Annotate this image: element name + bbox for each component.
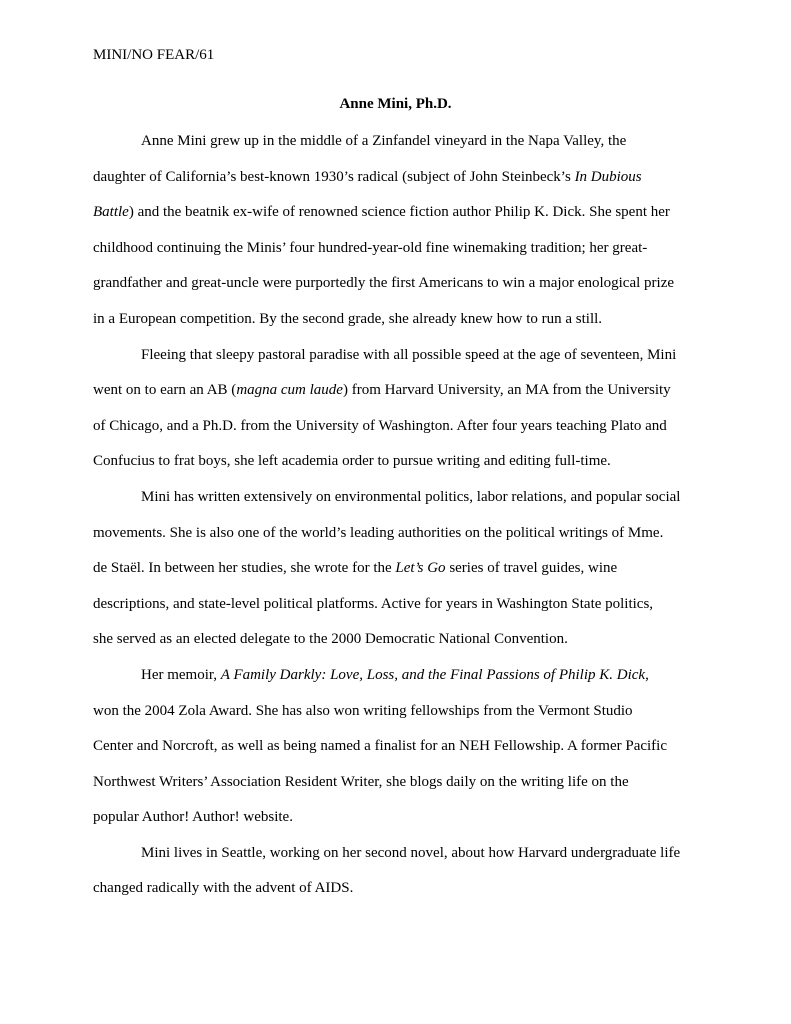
text-line: in a European competition. By the second grade, she already knew how to run a still.	[93, 310, 603, 327]
text-line: Center and Norcroft, as well as being named a finalist for an NEH Fellowship. A former Pacific	[93, 738, 668, 755]
text-line: Battle) and the beatnik ex-wife of renowned science fiction author Philip K. Dick. She spent her	[93, 204, 670, 221]
text-line: she served as an elected delegate to the 2000 Democratic National Convention.	[93, 631, 568, 648]
text-line: daughter of California’s best-known 1930’s radical (subject of John Steinbeck’s In Dubious	[93, 168, 642, 185]
text-line: grandfather and great-uncle were purportedly the first Americans to win a major enological prize	[93, 275, 675, 292]
paragraph-4	[93, 658, 705, 836]
text-line: Mini lives in Seattle, working on her second novel, about how Harvard undergraduate life	[141, 844, 681, 861]
paragraph-1	[93, 124, 705, 338]
text-line: Mini has written extensively on environmental politics, labor relations, and popular social	[141, 488, 681, 505]
book-title-battle: Battle	[93, 204, 129, 221]
text-line: childhood continuing the Minis’ four hundred-year-old fine winemaking tradition; her great-	[93, 239, 648, 256]
text-line: descriptions, and state-level political platforms. Active for years in Washington State politics,	[93, 595, 654, 612]
text-line: won the 2004 Zola Award. She has also won writing fellowships from the Vermont Studio	[93, 702, 633, 719]
latin-honor: magna cum laude	[236, 382, 343, 399]
text-line: Confucius to frat boys, she left academia order to pursue writing and editing full-time.	[93, 453, 611, 470]
paragraph-2	[93, 338, 705, 480]
running-head: MINI/NO FEAR/61	[93, 47, 215, 63]
paragraph-3	[93, 480, 705, 658]
text-line: movements. She is also one of the world’s leading authorities on the political writings of Mme.	[93, 524, 664, 541]
text-line: Fleeing that sleepy pastoral paradise with all possible speed at the age of seventeen, Mini	[141, 346, 677, 363]
book-title-in-dubious: In Dubious	[574, 168, 642, 185]
text-line: de Staël. In between her studies, she wrote for the Let’s Go series of travel guides, wine	[93, 560, 618, 577]
text-line: changed radically with the advent of AIDS.	[93, 880, 354, 897]
text-line: Her memoir, A Family Darkly: Love, Loss, and the Final Passions of Philip K. Dick,	[141, 666, 649, 683]
text-line: went on to earn an AB (magna cum laude) from Harvard University, an MA from the University	[93, 382, 671, 399]
text-line: Northwest Writers’ Association Resident Writer, she blogs daily on the writing life on the	[93, 773, 629, 790]
memoir-title: A Family Darkly: Love, Loss, and the Final Passions of Philip K. Dick	[220, 666, 646, 683]
bio-title: Anne Mini, Ph.D.	[339, 96, 452, 112]
text-line: of Chicago, and a Ph.D. from the University of Washington. After four years teaching Plato and	[93, 417, 667, 434]
text-line: popular Author! Author! website.	[93, 809, 293, 826]
paragraph-5	[93, 836, 705, 907]
series-title-lets-go: Let’s Go	[395, 560, 446, 577]
bio-body	[93, 124, 705, 907]
text-line: Anne Mini grew up in the middle of a Zinfandel vineyard in the Napa Valley, the	[141, 133, 627, 149]
